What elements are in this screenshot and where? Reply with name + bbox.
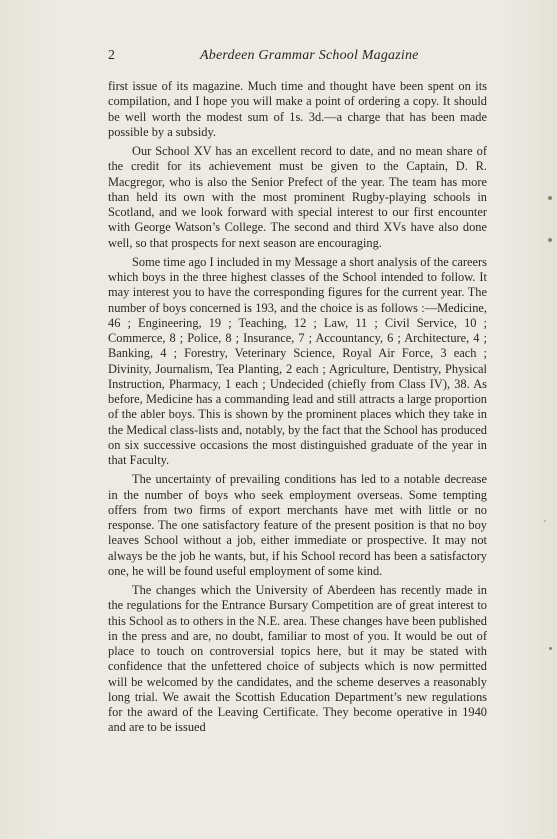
paragraph-careers-analysis: Some time ago I included in my Message a short analysis of the careers which boys in the three highest classes of the School intended to follow. It may interest you to have the corresponding figures for the current year. The number of boys concerned is 193, and the choice is as follows :—Medicine, 46 ; Engineering, 19 ; Teaching, 12 ; Law, 11 ; Civil Service, 10 ; Commerce, 8 ; Police, 8 ; Insurance, 7 ; Accountancy, 6 ; Architecture, 4 ; Banking, 4 ; Forestry, Veterinary Science, Royal Air Force, 3 each ; Divinity, Journalism, Tea Planting, 2 each ; Agriculture, Dentistry, Physical Instruction, Pharmacy, 1 each ; Undecided (chiefly from Class IV), 38. As before, Medicine has a commanding lead and still attracts a large proportion of the abler boys. This is shown by the prominent places which they take in the Medical class-lists and, notably, by the fact that the School has produced on six successive occasions the most distinguished graduate of the year in that Faculty. xyxy=(108,254,487,467)
paragraph-bursary-competition: The changes which the University of Aberdeen has recently made in the regulations for the Entrance Bursary Competition are of great interest to this School as to others in the N.E. area. These changes have been published in the press and are, no doubt, familiar to most of you. It would be out of place to touch on controversial topics here, but it may be stated with confidence that the unfettered choice of subjects which is now permitted will be welcomed by the candidates, and the scheme deserves a reasonably long trial. We await the Scottish Education Department’s new regulations for the award of the Leaving Certificate. They become operative in 1940 and are to be issued xyxy=(108,583,487,735)
running-title: Aberdeen Grammar School Magazine xyxy=(200,48,419,63)
body-text xyxy=(108,79,487,736)
paragraph-school-xv: Our School XV has an excellent record to date, and no mean share of the credit for its achievement must be given to the Captain, D. R. Macgregor, who is also the Senior Prefect of the year. The team has more than held its own with the most prominent Rugby-playing schools in Scotland, and we look forward with special interest to our first encounter with George Watson’s College. The second and third XVs have also done well, so that prospects for next season are encouraging. xyxy=(108,144,487,250)
page-number: 2 xyxy=(108,48,115,63)
paper-speck xyxy=(549,647,552,650)
page-header xyxy=(108,48,488,68)
paragraph-employment-overseas: The uncertainty of prevailing conditions has led to a notable decrease in the number of boys who seek employment overseas. Some tempting offers from two firms of export merchants have met with little or no response. The one satisfactory feature of the present position is that no boy leaves School without a job, either immediate or prospective. It may not always be the job he wants, but, if his School record has been a satisfactory one, he will be found useful employment of some kind. xyxy=(108,472,487,578)
paper-speck xyxy=(548,238,552,242)
paper-speck xyxy=(548,196,552,200)
paper-speck xyxy=(544,520,546,522)
paragraph-magazine-issue: first issue of its magazine. Much time and thought have been spent on its compilation, and I hope you will make a point of ordering a copy. It should be well worth the modest sum of 1s. 3d.—a charge that has been made possible by a subsidy. xyxy=(108,79,487,139)
